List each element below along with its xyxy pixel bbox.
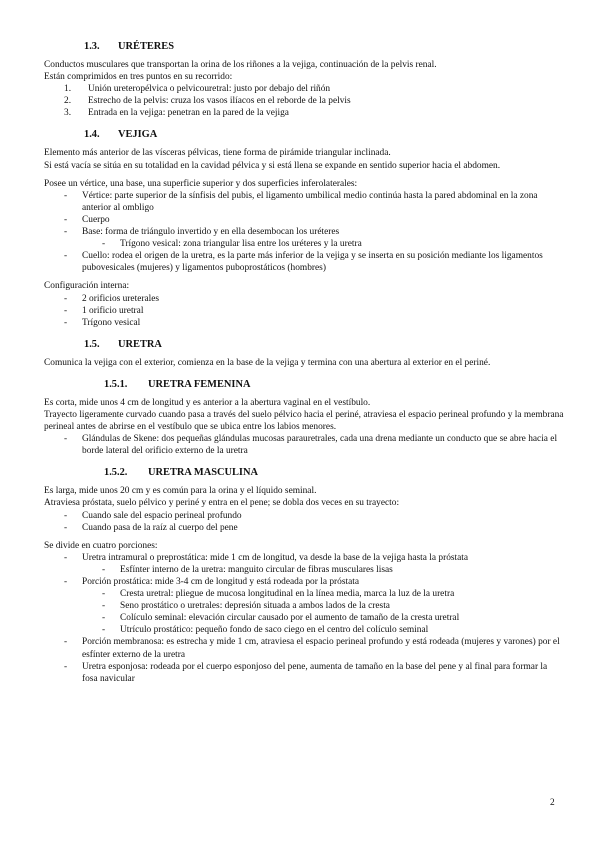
- sub-list: [82, 588, 564, 636]
- list-item: - Esfínter interno de la uretra: manguito circular de fibras musculares lisas: [102, 564, 393, 575]
- section-heading-ureteres: 1.3. URÉTERES: [84, 41, 175, 52]
- paragraph: Están comprimidos en tres puntos en su recorrido:: [44, 72, 233, 83]
- list-item: - Cuello: rodea el origen de la uretra, es la parte más inferior de la vejiga y se inserta en su posición mediante los ligamentos pubovesicales (mujeres) y ligamentos puboprostáticos (hombres): [64, 251, 543, 274]
- paragraph: Trayecto ligeramente curvado cuando pasa a través del suelo pélvico hacia el periné, atraviesa el espacio perineal profundo y la membrana perineal antes de abrirse en el vestíbulo que se ubica entre los labios menores.: [44, 409, 564, 433]
- bullet-list: [44, 552, 564, 685]
- paragraph: Conductos musculares que transportan la orina de los riñones a la vejiga, continuación de la pelvis renal.: [44, 60, 437, 70]
- list-item: - Trígono vesical: zona triangular lisa entre los uréteres y la uretra: [102, 239, 362, 250]
- list-item: - Uretra esponjosa: rodeada por el cuerpo esponjoso del pene, aumenta de tamaño en la base del pene y al final para formar la fosa navicular: [64, 661, 548, 684]
- section-heading-uretra: 1.5. URETRA: [84, 338, 162, 350]
- bullet-list: [44, 510, 564, 534]
- sub-list: [82, 564, 564, 576]
- document-page: [44, 40, 564, 685]
- list-item: - Seno prostático o uretrales: depresión situada a ambos lados de la cresta: [102, 601, 390, 612]
- list-item: - Cresta uretral: pliegue de mucosa longitudinal en la línea media, marca la luz de la uretra: [102, 589, 455, 600]
- section-heading-uretra-masculina: 1.5.2. URETRA MASCULINA: [104, 467, 258, 479]
- list-item: - Cuando pasa de la raíz al cuerpo del pene: [64, 522, 238, 533]
- list-item: - Trígono vesical: [64, 317, 141, 328]
- paragraph: Elemento más anterior de las vísceras pélvicas, tiene forma de pirámide triangular inclinada.: [44, 148, 391, 159]
- list-item: - Colículo seminal: elevación circular causado por el aumento de tamaño de la cresta uretral: [102, 613, 460, 624]
- bullet-list: [44, 433, 564, 457]
- list-item: - Vértice: parte superior de la sínfisis del pubis, el ligamento umbilical medio continúa hasta la pared abdominal en la zona anterior al ombligo: [64, 190, 538, 213]
- section-heading-uretra-femenina: 1.5.1. URETRA FEMENINA: [104, 378, 251, 390]
- list-item: - Porción membranosa: es estrecha y mide 1 cm, atraviesa el espacio perineal profundo y está rodeada (mujeres y varones) por el esfínter externo de la uretra: [64, 637, 560, 660]
- list-item: - Uretra intramural o preprostática: mide 1 cm de longitud, va desde la base de la vejiga hasta la próstata - Esfínter interno de la uretra: manguito circular de fibras musculares lisas: [44, 552, 564, 576]
- list-item: - Utrículo prostático: pequeño fondo de saco ciego en el centro del colículo seminal: [102, 625, 429, 636]
- paragraph: Se divide en cuatro porciones:: [44, 540, 158, 551]
- list-item: 1. Unión ureteropélvica o pelvicouretral: justo por debajo del riñón: [64, 84, 331, 95]
- list-item: - Cuerpo: [64, 214, 110, 225]
- page-number: 2: [550, 798, 555, 808]
- section-heading-vejiga: 1.4. VEJIGA: [84, 129, 158, 141]
- list-item: - 2 orificios ureterales: [64, 293, 160, 304]
- list-item: 3. Entrada en la vejiga: penetran en la pared de la vejiga: [64, 108, 289, 119]
- paragraph: Comunica la vejiga con el exterior, comienza en la base de la vejiga y termina con una abertura al exterior en el periné.: [44, 357, 491, 368]
- numbered-list: [44, 83, 564, 119]
- bullet-list: [44, 293, 564, 329]
- paragraph: Configuración interna:: [44, 281, 130, 292]
- paragraph: Posee un vértice, una base, una superficie superior y dos superficies inferolaterales:: [44, 178, 358, 189]
- bullet-list: [44, 190, 564, 275]
- list-item: - 1 orificio uretral: [64, 305, 144, 316]
- list-item: - Base: forma de triángulo invertido y en ella desembocan los uréteres - Trígono vesical: zona triangular lisa entre los uréteres y la uretra: [44, 226, 564, 250]
- list-item: 2. Estrecho de la pelvis: cruza los vasos ilíacos en el reborde de la pelvis: [64, 96, 351, 107]
- paragraph: Es larga, mide unos 20 cm y es común para la orina y el líquido seminal.: [44, 486, 317, 497]
- paragraph: Es corta, mide unos 4 cm de longitud y es anterior a la abertura vaginal en el vestíbulo.: [44, 397, 371, 408]
- paragraph: Atraviesa próstata, suelo pélvico y periné y entra en el pene; se dobla dos veces en su trayecto:: [44, 498, 400, 509]
- list-item: - Cuando sale del espacio perineal profundo: [64, 510, 242, 521]
- list-item: - Glándulas de Skene: dos pequeñas glándulas mucosas parauretrales, cada una drena mediante un conducto que se abre hacia el borde lateral del orificio externo de la uretra: [64, 434, 558, 457]
- sub-list: [82, 238, 564, 250]
- paragraph: Si está vacía se sitúa en su totalidad en la cavidad pélvica y si está llena se expande en sentido superior hacia el abdomen.: [44, 160, 501, 171]
- list-item: - Porción prostática: mide 3-4 cm de longitud y está rodeada por la próstata - Cresta uretral: pliegue de mucosa longitudinal en la línea media, marca la luz de la uretra - Seno prostático o uretrales: depresión situada a ambos lados de la cresta - Colículo seminal: elevación circular causado por el aumento de tamaño de la cresta uretral - Utrículo prostático: pequeño fondo de saco ciego en el centro del colículo seminal: [44, 576, 564, 636]
